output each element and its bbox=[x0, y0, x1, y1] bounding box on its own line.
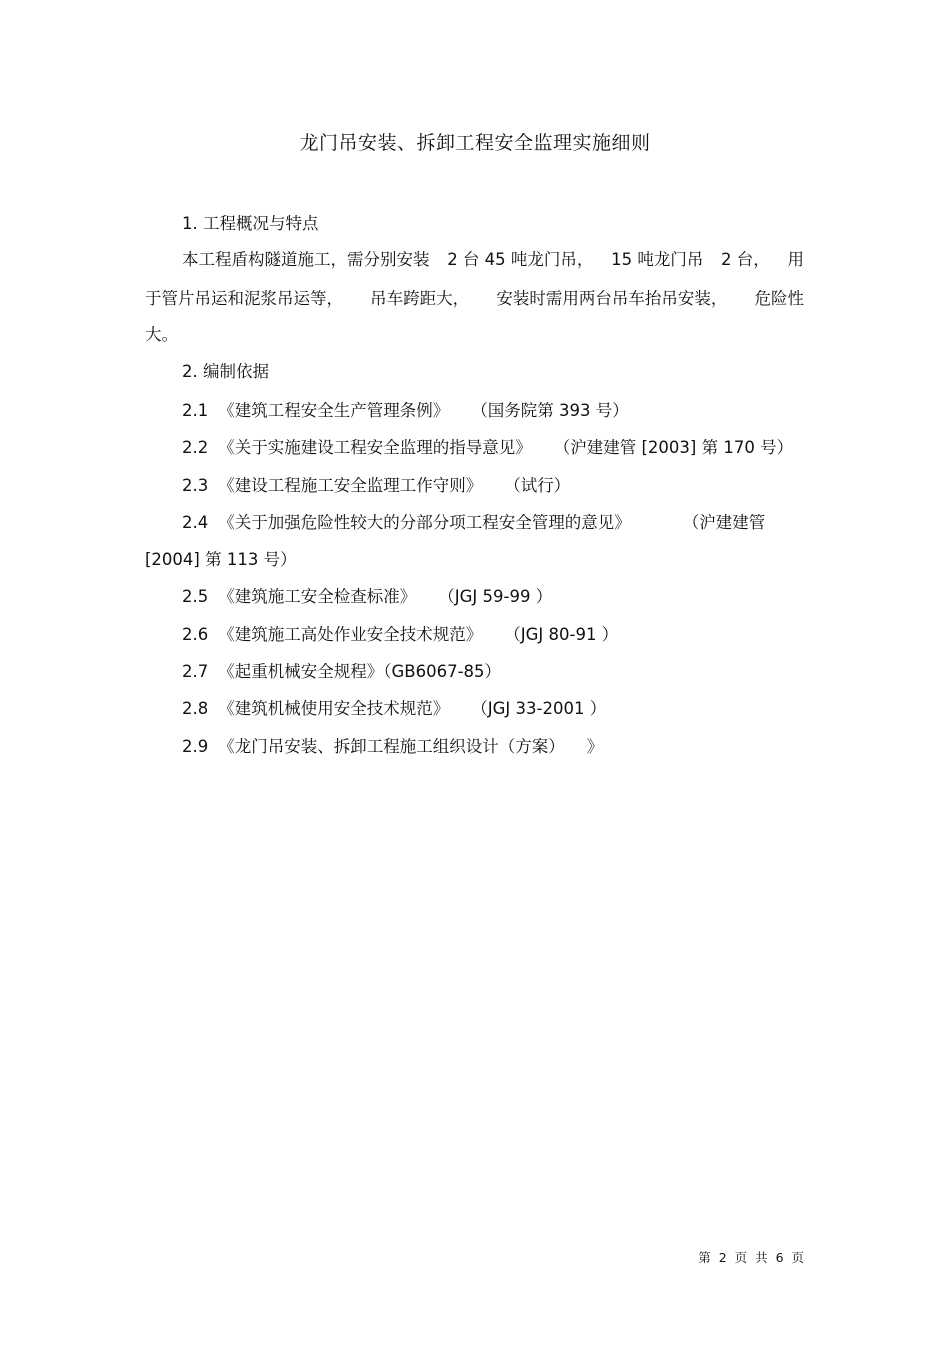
section-heading-overview: 1. 工程概况与特点 bbox=[182, 214, 319, 233]
item-title: 《关于加强危险性较大的分部分项工程安全管理的意见》 bbox=[218, 513, 631, 532]
item-ref: （试行） bbox=[504, 476, 571, 495]
paragraph-line-2 bbox=[145, 289, 804, 309]
list-item bbox=[182, 513, 765, 533]
item-ref: （JGJ 59-99 ） bbox=[438, 587, 553, 606]
item-number: 2.1 bbox=[182, 401, 209, 420]
item-title: 《建设工程施工安全监理工作守则》 bbox=[218, 476, 483, 495]
paragraph-text: 危险性 bbox=[754, 289, 804, 308]
item-title: 《建筑机械使用安全技术规范》 bbox=[218, 699, 450, 718]
list-item bbox=[182, 587, 552, 607]
list-item-continuation: [2004] 第 113 号） bbox=[145, 550, 297, 569]
item-ref: （JGJ 80-91 ） bbox=[504, 625, 619, 644]
list-item bbox=[182, 699, 606, 719]
item-number: 2.6 bbox=[182, 625, 209, 644]
item-title: 《建筑施工高处作业安全技术规范》 bbox=[218, 625, 483, 644]
section-heading-basis: 2. 编制依据 bbox=[182, 362, 269, 381]
paragraph-text: 吊车跨距大， bbox=[370, 289, 470, 308]
list-item bbox=[182, 737, 603, 757]
item-title: 《龙门吊安装、拆卸工程施工组织设计（方案） bbox=[218, 737, 565, 756]
page-number: 第 2 页 共 6 页 bbox=[698, 1250, 806, 1265]
paragraph-text: 安装时需用两台吊车抬吊安装， bbox=[496, 289, 728, 308]
item-number: 2.7 bbox=[182, 662, 209, 681]
item-title: 《起重机械安全规程》 bbox=[218, 662, 384, 681]
paragraph-text: 于管片吊运和泥浆吊运等， bbox=[145, 289, 343, 308]
list-item bbox=[182, 401, 629, 421]
paragraph-text: 15 吨龙门吊 bbox=[611, 250, 704, 269]
item-number: 2.2 bbox=[182, 438, 209, 457]
item-number: 2.9 bbox=[182, 737, 209, 756]
paragraph-text: 用 bbox=[787, 250, 804, 269]
paragraph-text: 2 台， bbox=[721, 250, 770, 269]
paragraph-line-3: 大。 bbox=[145, 325, 178, 344]
list-item bbox=[182, 662, 501, 682]
item-number: 2.4 bbox=[182, 513, 209, 532]
item-ref: （GB6067-85） bbox=[383, 662, 502, 681]
item-ref: （JGJ 33-2001 ） bbox=[471, 699, 607, 718]
item-title: 《建筑工程安全生产管理条例》 bbox=[218, 401, 450, 420]
item-ref: （沪建建管 bbox=[682, 513, 766, 532]
list-item bbox=[182, 625, 618, 645]
paragraph-line-1 bbox=[182, 250, 804, 270]
list-item bbox=[182, 476, 570, 496]
document-title: 龙门吊安装、拆卸工程安全监理实施细则 bbox=[299, 132, 651, 154]
paragraph-text: 本工程盾构隧道施工，需分别安装 bbox=[182, 250, 430, 269]
item-title: 《关于实施建设工程安全监理的指导意见》 bbox=[218, 438, 532, 457]
list-item bbox=[182, 438, 793, 458]
item-ref: 》 bbox=[586, 737, 604, 756]
item-title: 《建筑施工安全检查标准》 bbox=[218, 587, 417, 606]
item-ref: （国务院第 393 号） bbox=[471, 401, 629, 420]
item-ref: （沪建建管 [2003] 第 170 号） bbox=[553, 438, 794, 457]
item-number: 2.5 bbox=[182, 587, 209, 606]
item-number: 2.8 bbox=[182, 699, 209, 718]
item-number: 2.3 bbox=[182, 476, 209, 495]
paragraph-text: 2 台 45 吨龙门吊， bbox=[447, 250, 594, 269]
